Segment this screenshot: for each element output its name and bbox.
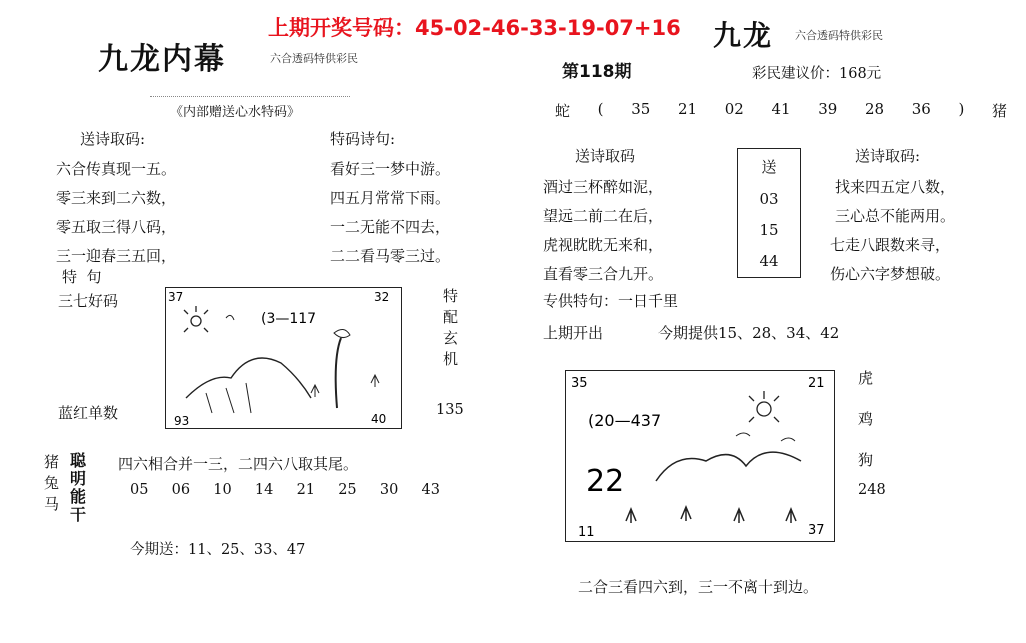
today-provide: 今期提供15、28、34、42 bbox=[658, 324, 840, 342]
poem-line: 一二无能不四去， bbox=[330, 218, 451, 236]
left-rule: 四六相合并一三，二四六八取其尾。 bbox=[118, 455, 359, 473]
left-number: 43 bbox=[421, 482, 440, 498]
smart-char: 聪 bbox=[70, 451, 87, 470]
smart-char: 能 bbox=[70, 487, 87, 506]
poem-line: 伤心六字梦想破。 bbox=[830, 265, 951, 283]
send-number: 44 bbox=[759, 252, 779, 271]
right-poem1 bbox=[543, 173, 663, 289]
special-mystery-vertical bbox=[443, 286, 458, 370]
price-label: 彩民建议价：168元 bbox=[752, 66, 882, 82]
sketch-corner: 37 bbox=[808, 523, 825, 538]
vertical-char: 机 bbox=[443, 350, 459, 368]
poem-line: 酒过三杯醉如泥， bbox=[543, 178, 664, 196]
animal-char: 狗 bbox=[858, 451, 874, 469]
grass-icon bbox=[626, 507, 796, 523]
poem-line: 七走八跟数来寻， bbox=[830, 236, 951, 254]
zodiac-number: 35 bbox=[631, 100, 651, 118]
animal-char: 兔 bbox=[44, 474, 60, 492]
good-code-label: 三七好码 bbox=[58, 292, 119, 310]
poem-line: 零五取三得八码， bbox=[56, 218, 177, 236]
poem-line: 三心总不能两用。 bbox=[835, 207, 956, 225]
subtitle-right: 六合透码特供彩民 bbox=[795, 29, 883, 42]
zodiac-start: 蛇 bbox=[555, 102, 571, 120]
poem-line: 零三来到二六数， bbox=[56, 189, 177, 207]
poem-line: 望远二前二在后， bbox=[543, 207, 664, 225]
sun-icon bbox=[184, 306, 208, 332]
left-sketch-image bbox=[166, 288, 401, 428]
sketch-corner: 32 bbox=[374, 290, 390, 304]
animal-char: 猪 bbox=[44, 453, 60, 471]
right-poem2-title: 送诗取码: bbox=[855, 147, 921, 165]
inner-note: 《内部赠送心水特码》 bbox=[170, 105, 301, 120]
left-animals bbox=[44, 452, 59, 515]
right-poem1-title: 送诗取码 bbox=[575, 147, 636, 165]
sketch-corner: 35 bbox=[571, 376, 588, 391]
mountain-icon bbox=[186, 358, 311, 398]
poem-line: 六合传真现一五。 bbox=[56, 160, 177, 178]
left-number: 10 bbox=[213, 482, 232, 498]
zodiac-number: 39 bbox=[818, 100, 838, 118]
special-sentence-label: 特 句 bbox=[62, 268, 102, 286]
right-bottom-line: 二合三看四六到，三一不离十到边。 bbox=[578, 578, 819, 596]
zodiac-number: 21 bbox=[677, 100, 698, 118]
special-phrase: 专供特句：一日千里 bbox=[543, 292, 679, 310]
send-number-box bbox=[737, 148, 801, 278]
page-title-right: 九龙 bbox=[713, 19, 774, 52]
zodiac-number: 36 bbox=[911, 100, 931, 118]
zodiac-end: 猪 bbox=[991, 102, 1007, 120]
sketch-text: (20—437 bbox=[588, 411, 662, 430]
note-divider bbox=[150, 96, 350, 97]
last-open-label: 上期开出 bbox=[543, 324, 604, 342]
smart-vertical bbox=[70, 452, 86, 524]
sketch-corner: 37 bbox=[168, 290, 184, 304]
smart-char: 明 bbox=[70, 469, 87, 488]
left-poem2-title: 特码诗句: bbox=[330, 130, 396, 148]
right-poem2 bbox=[830, 173, 955, 289]
left-number: 05 bbox=[130, 482, 149, 498]
poem-line: 找来四五定八数， bbox=[835, 178, 956, 196]
left-number: 21 bbox=[296, 482, 316, 498]
sketch-corner: 11 bbox=[578, 525, 595, 540]
zodiac-number: 28 bbox=[864, 100, 885, 118]
left-sketch-box bbox=[165, 287, 402, 429]
zodiac-number-line: 蛇 ( 35 21 02 41 39 28 36 ) 猪 bbox=[555, 100, 1007, 120]
left-side-number: 135 bbox=[436, 402, 464, 418]
poem-line: 直看零三合九开。 bbox=[543, 265, 664, 283]
animal-char: 虎 bbox=[858, 369, 874, 387]
left-numbers bbox=[130, 482, 440, 498]
left-poem1-title: 送诗取码: bbox=[80, 130, 146, 148]
poem-line: 三一迎春三五回， bbox=[56, 247, 177, 265]
send-number: 03 bbox=[759, 189, 779, 208]
poem-line: 四五月常常下雨。 bbox=[330, 189, 451, 207]
poem-line: 看好三一梦中游。 bbox=[330, 160, 451, 178]
poem-line: 二二看马零三过。 bbox=[330, 247, 451, 265]
tree-icon bbox=[336, 338, 341, 408]
right-animals bbox=[858, 358, 873, 481]
right-sketch-box bbox=[565, 370, 835, 542]
left-number: 30 bbox=[379, 482, 399, 498]
vertical-char: 特 bbox=[443, 287, 459, 305]
grass-icon bbox=[371, 375, 379, 387]
subtitle-left: 六合透码特供彩民 bbox=[270, 52, 358, 65]
left-number: 25 bbox=[338, 482, 357, 498]
right-side-number: 248 bbox=[858, 482, 886, 498]
left-poem2 bbox=[330, 155, 450, 271]
sketch-corner: 40 bbox=[371, 412, 387, 426]
sketch-text: (3—117 bbox=[261, 311, 317, 327]
zodiac-number: 41 bbox=[771, 100, 791, 118]
vertical-char: 配 bbox=[443, 308, 459, 326]
issue-number: 第118期 bbox=[562, 62, 632, 82]
sketch-corner: 21 bbox=[808, 376, 825, 391]
last-draw-numbers: 上期开奖号码：45-02-46-33-19-07+16 bbox=[268, 16, 681, 40]
poem-line: 虎视眈眈无来和， bbox=[543, 236, 664, 254]
mountain-icon bbox=[656, 452, 801, 481]
left-number: 06 bbox=[171, 482, 191, 498]
cloud-icon bbox=[736, 433, 795, 441]
blue-red-label: 蓝红单数 bbox=[58, 404, 119, 422]
left-number: 14 bbox=[254, 482, 274, 498]
animal-char: 马 bbox=[44, 495, 60, 513]
vertical-char: 玄 bbox=[443, 329, 459, 347]
send-label: 送 bbox=[761, 157, 777, 176]
sun-icon bbox=[749, 391, 779, 422]
zodiac-number: 02 bbox=[724, 100, 744, 118]
animal-char: 鸡 bbox=[858, 410, 874, 428]
today-send: 今期送：11、25、33、47 bbox=[130, 542, 306, 558]
sketch-big-number: 22 bbox=[586, 464, 625, 499]
right-sketch-image bbox=[566, 371, 834, 541]
send-number: 15 bbox=[759, 221, 779, 240]
smart-char: 干 bbox=[70, 505, 87, 524]
left-poem1 bbox=[56, 155, 176, 271]
bird-icon bbox=[226, 315, 234, 320]
sketch-corner: 93 bbox=[174, 414, 190, 428]
page-title-left: 九龙内幕 bbox=[98, 42, 226, 77]
